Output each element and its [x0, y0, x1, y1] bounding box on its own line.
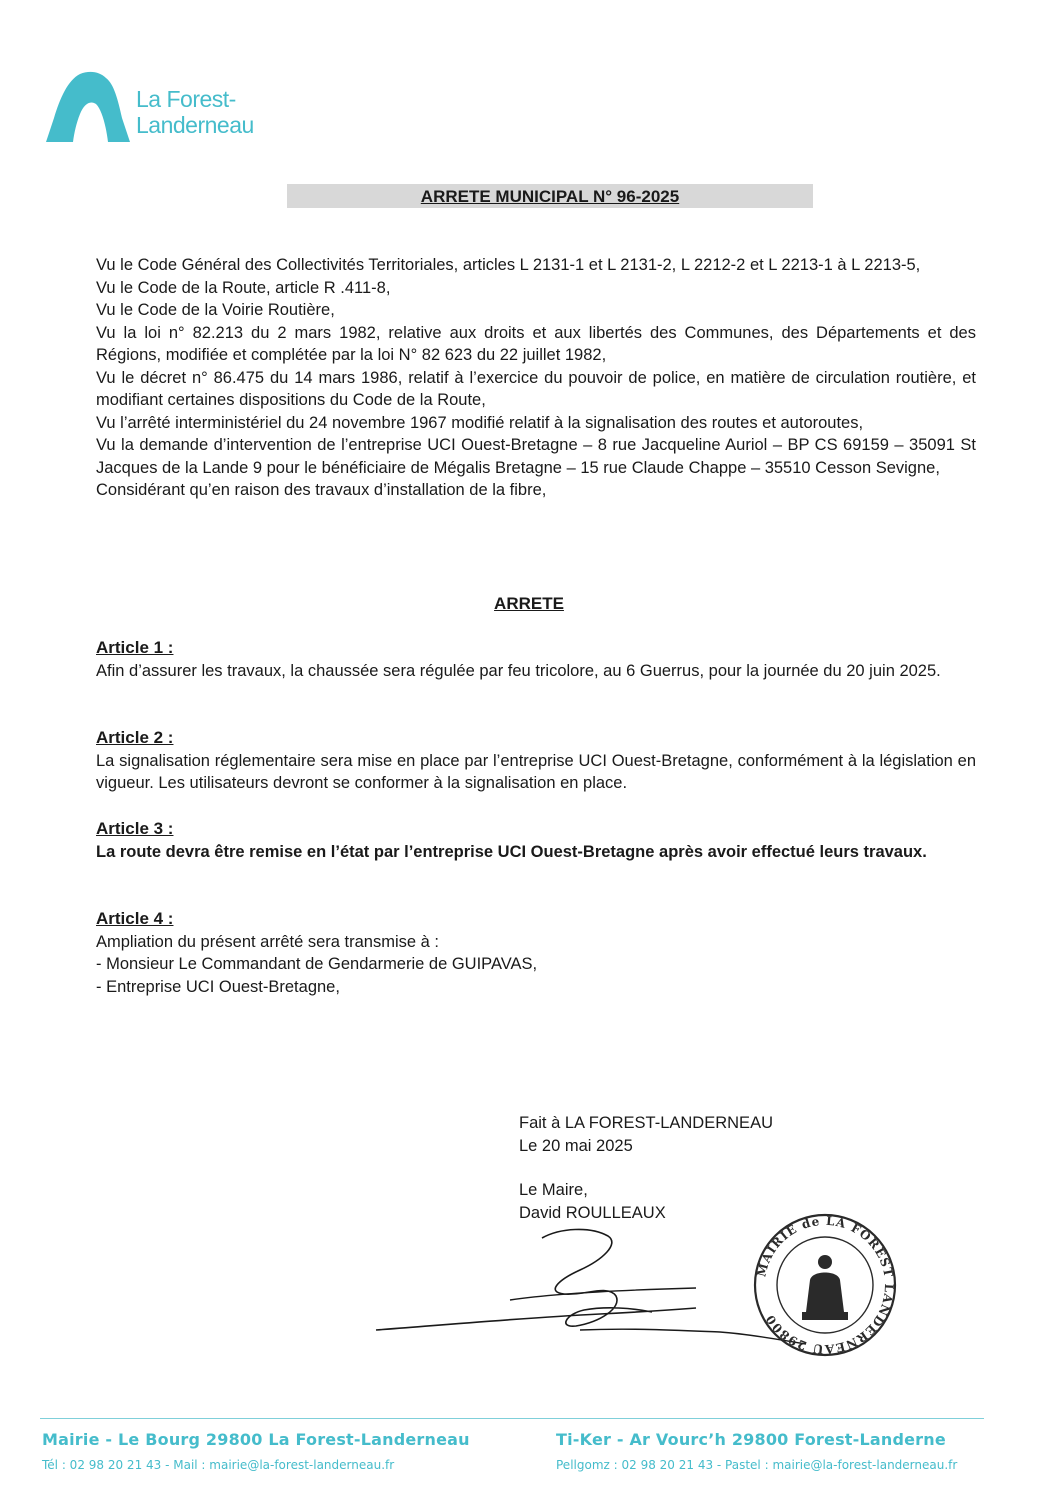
footer-divider: [40, 1418, 984, 1419]
signature-role: Le Maire,: [519, 1181, 588, 1199]
article-3: [96, 818, 976, 863]
article-2: [96, 727, 976, 795]
article-text: Afin d’assurer les travaux, la chaussée sera régulée par feu tricolore, au 6 Guerrus, pour la journée du 20 juin 2025.: [96, 661, 941, 680]
handwritten-signature: [370, 1218, 810, 1348]
article-heading: Article 1 :: [96, 638, 174, 657]
considerant-line: Vu le Code Général des Collectivités Territoriales, articles L 2131-1 et L 2131-2, L 2212-2 et L 2213-1 à L 2213-5,: [96, 256, 921, 274]
footer-address-line: Ti-Ker - Ar Vourc’h 29800 Forest-Landerne: [556, 1430, 946, 1449]
stamp-figure-icon: [802, 1255, 848, 1320]
considerants-section: [96, 254, 976, 502]
logo-line-2: Landerneau: [136, 112, 254, 138]
footer-address-fr: [42, 1430, 470, 1472]
signature-spacer: [519, 1157, 773, 1179]
signature-block: [519, 1112, 773, 1224]
considerant-line: Vu la demande d’intervention de l’entreprise UCI Ouest-Bretagne – 8 rue Jacqueline Auriol – BP CS 69159 – 35091 St Jacques de la Lande 9 pour le bénéficiaire de Mégalis Bretagne – 15 rue Claude Chappe – 35510 Cesson Sevigne,: [96, 436, 976, 477]
article-text: La route devra être remise en l’état par l’entreprise UCI Ouest-Bretagne après avoir effectué leurs travaux.: [96, 842, 927, 861]
considerant-line: Vu l’arrêté interministériel du 24 novembre 1967 modifié relatif à la signalisation des routes et autoroutes,: [96, 413, 864, 432]
considerant-line: Vu le décret n° 86.475 du 14 mars 1986, relatif à l’exercice du pouvoir de police, en matière de circulation routière, et modifiant certaines dispositions du Code de la Route,: [96, 368, 976, 409]
footer-address-br: [556, 1430, 957, 1472]
footer-contact-line: Tél : 02 98 20 21 43 - Mail : mairie@la-forest-landerneau.fr: [42, 1458, 395, 1472]
article-text: Ampliation du présent arrêté sera transmise à :: [96, 932, 439, 951]
article-heading: Article 4 :: [96, 909, 174, 928]
municipal-logo: [44, 70, 274, 150]
stamp-text: MAIRIE de LA FOREST LANDERNEAU 29800: [754, 1213, 897, 1357]
signature-date: Le 20 mai 2025: [519, 1136, 633, 1155]
document-title: ARRETE MUNICIPAL N° 96-2025: [287, 184, 813, 208]
article-text: La signalisation réglementaire sera mise en place par l’entreprise UCI Ouest-Bretagne, conformément à la législation en vigueur. Les utilisateurs devront se conformer à la signalisation en place.: [96, 751, 976, 792]
footer-contact-line: Pellgomz : 02 98 20 21 43 - Pastel : mairie@la-forest-landerneau.fr: [556, 1458, 958, 1472]
arch-logo-icon: [44, 70, 134, 146]
article-1: [96, 637, 976, 682]
article-text: - Entreprise UCI Ouest-Bretagne,: [96, 977, 340, 996]
signature-name: David ROULLEAUX: [519, 1203, 666, 1222]
article-heading: Article 2 :: [96, 728, 174, 747]
municipal-stamp: [750, 1210, 900, 1360]
article-heading: Article 3 :: [96, 819, 174, 838]
article-text: - Monsieur Le Commandant de Gendarmerie de GUIPAVAS,: [96, 955, 538, 973]
signature-place: Fait à LA FOREST-LANDERNEAU: [519, 1114, 773, 1132]
arrete-heading: ARRETE: [494, 594, 564, 613]
considerant-line: Vu le Code de la Voirie Routière,: [96, 301, 335, 319]
considerant-line: Considérant qu’en raison des travaux d’installation de la fibre,: [96, 481, 547, 499]
footer-address-line: Mairie - Le Bourg 29800 La Forest-Landerneau: [42, 1430, 470, 1449]
article-4: [96, 908, 976, 998]
logo-wordmark: [136, 86, 254, 138]
considerant-line: Vu le Code de la Route, article R .411-8,: [96, 278, 391, 297]
considerant-line: Vu la loi n° 82.213 du 2 mars 1982, relative aux droits et aux libertés des Communes, des Départements et des Régions, modifiée et complétée par la loi N° 82 623 du 22 juillet 1982,: [96, 323, 976, 364]
logo-line-1: La Forest-: [136, 86, 236, 112]
